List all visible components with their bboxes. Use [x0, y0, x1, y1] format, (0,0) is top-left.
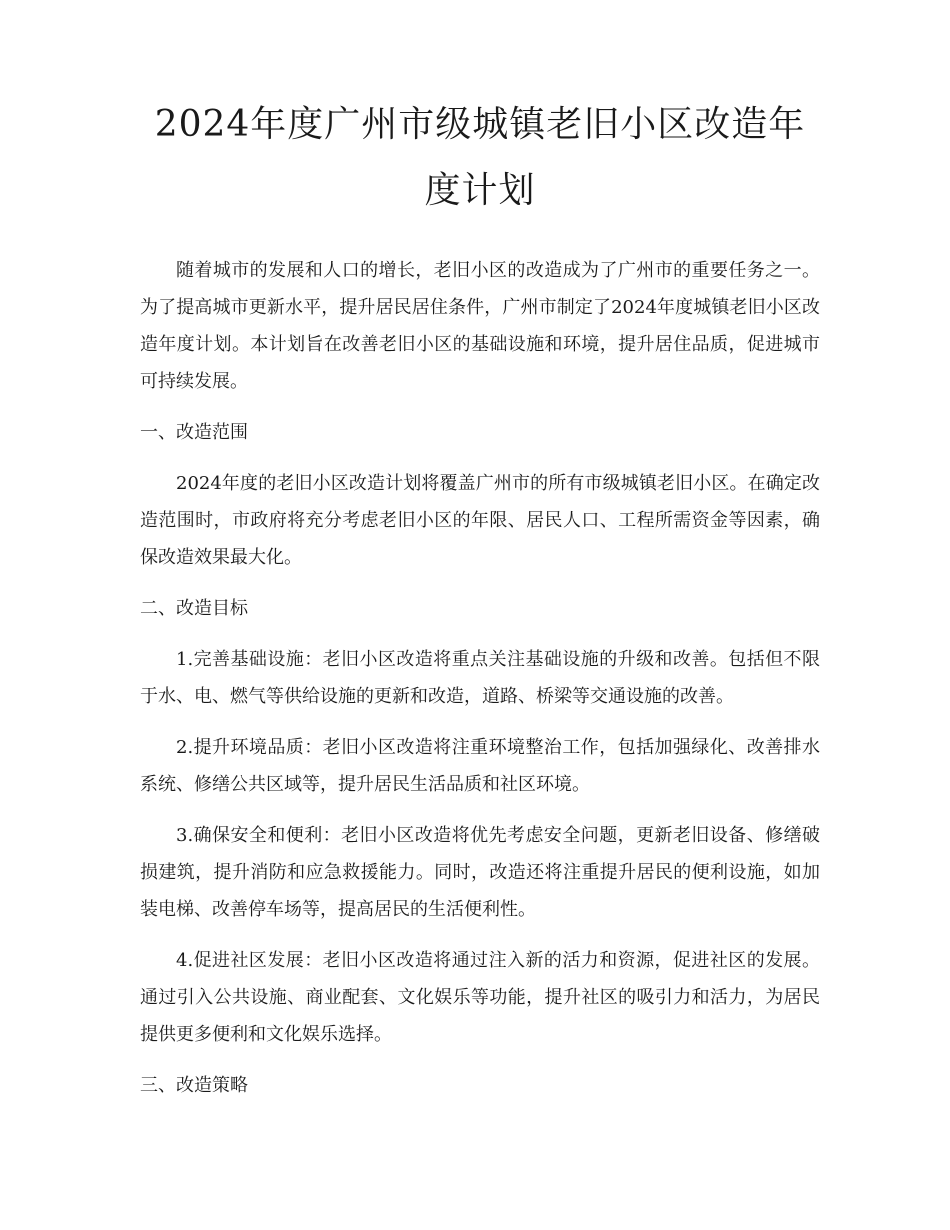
- section-heading-goals: 二、改造目标: [140, 598, 248, 619]
- scope-paragraph: 2024年度的老旧小区改造计划将覆盖广州市的所有市级城镇老旧小区。在确定改造范围时，市政府将充分考虑老旧小区的年限、居民人口、工程所需资金等因素，确保改造效果最大化。: [140, 473, 820, 568]
- goal-paragraph-1: 1.完善基础设施：老旧小区改造将重点关注基础设施的升级和改善。包括但不限于水、电、燃气等供给设施的更新和改造，道路、桥梁等交通设施的改善。: [140, 649, 820, 707]
- document-body: [140, 252, 820, 1118]
- intro-paragraph: 随着城市的发展和人口的增长，老旧小区的改造成为了广州市的重要任务之一。为了提高城市更新水平，提升居民居住条件，广州市制定了2024年度城镇老旧小区改造年度计划。本计划旨在改善老旧小区的基础设施和环境，提升居住品质，促进城市可持续发展。: [140, 260, 820, 392]
- section-heading-scope: 一、改造范围: [140, 422, 248, 443]
- section-heading-strategy: 三、改造策略: [140, 1075, 248, 1096]
- goal-paragraph-3: 3.确保安全和便利：老旧小区改造将优先考虑安全问题，更新老旧设备、修缮破损建筑，提升消防和应急救援能力。同时，改造还将注重提升居民的便利设施，如加装电梯、改善停车场等，提高居民的生活便利性。: [140, 825, 820, 920]
- goal-paragraph-4: 4.促进社区发展：老旧小区改造将通过注入新的活力和资源，促进社区的发展。通过引入公共设施、商业配套、文化娱乐等功能，提升社区的吸引力和活力，为居民提供更多便利和文化娱乐选择。: [140, 950, 820, 1045]
- goal-paragraph-2: 2.提升环境品质：老旧小区改造将注重环境整治工作，包括加强绿化、改善排水系统、修缮公共区域等，提升居民生活品质和社区环境。: [140, 737, 820, 795]
- document-title: 2024年度广州市级城镇老旧小区改造年度计划: [154, 104, 806, 211]
